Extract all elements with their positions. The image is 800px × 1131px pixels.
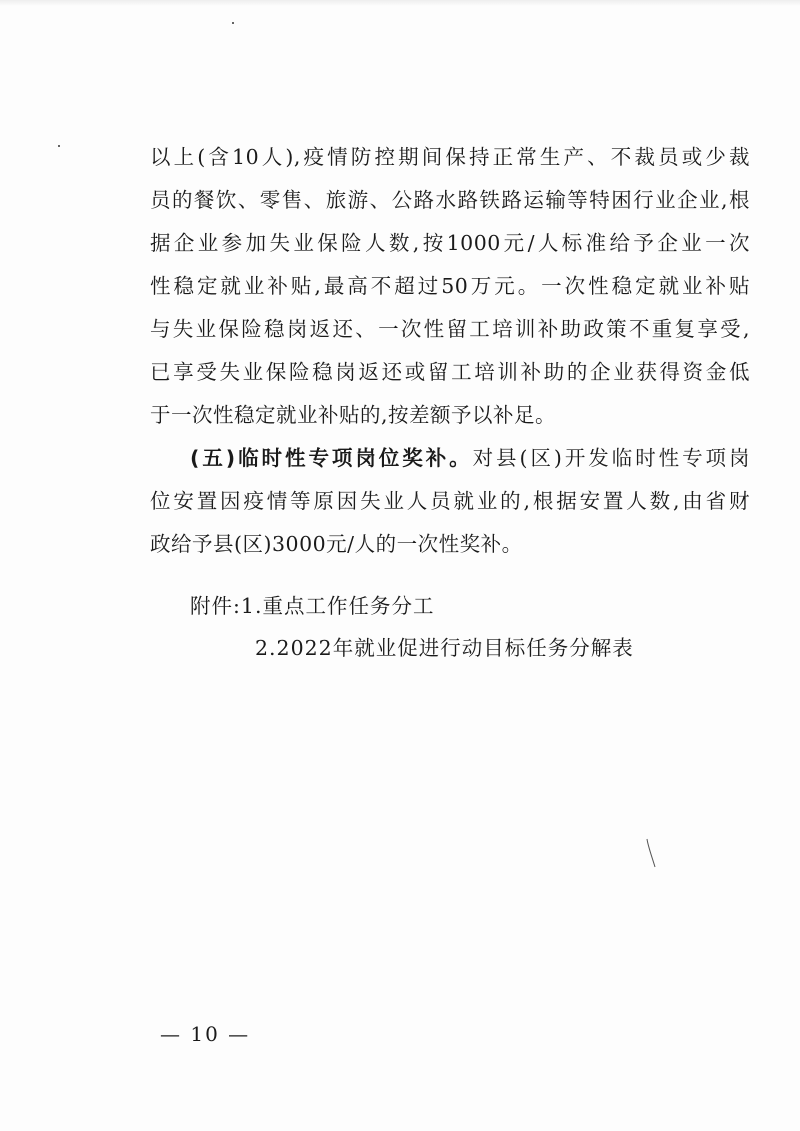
para1-line-3: 据企业参加失业保险人数,按1000元/人标准给予企业一次 [150,231,750,255]
para1-line-6: 已享受失业保险稳岗返还或留工培训补助的企业获得资金低 [150,360,750,384]
attachment-line-1 [190,592,434,620]
para1-line-7: 于一次性稳定就业补贴的,按差额予以补足。 [150,403,557,427]
para2-line-1 [190,444,750,472]
para1-line-4: 性稳定就业补贴,最高不超过50万元。一次性稳定就业补贴 [150,274,750,298]
section-heading: (五)临时性专项岗位奖补。 [190,446,473,470]
attachment-label: 附件: [190,594,241,618]
attachment-item-2: 2.2022年就业促进行动目标任务分解表 [255,636,634,660]
para2-line-2: 位安置因疫情等原因失业人员就业的,根据安置人数,由省财 [150,489,750,513]
attachment-item-1: 1.重点工作任务分工 [240,594,435,618]
para1-line-1: 以上(含10人),疫情防控期间保持正常生产、不裁员或少裁 [150,145,750,169]
scan-speck [58,145,60,147]
para1-line-2: 员的餐饮、零售、旅游、公路水路铁路运输等特困行业企业,根 [150,188,750,212]
para1-line-5: 与失业保险稳岗返还、一次性留工培训补助政策不重复享受, [150,317,750,341]
para2-line-3: 政给予县(区)3000元/人的一次性奖补。 [150,532,523,556]
para2-line-1-rest: 对县(区)开发临时性专项岗 [472,446,750,470]
page-number: — 10 — [160,1022,251,1046]
scan-top-edge [0,0,800,6]
scan-speck [232,22,234,24]
pen-mark [645,838,657,868]
